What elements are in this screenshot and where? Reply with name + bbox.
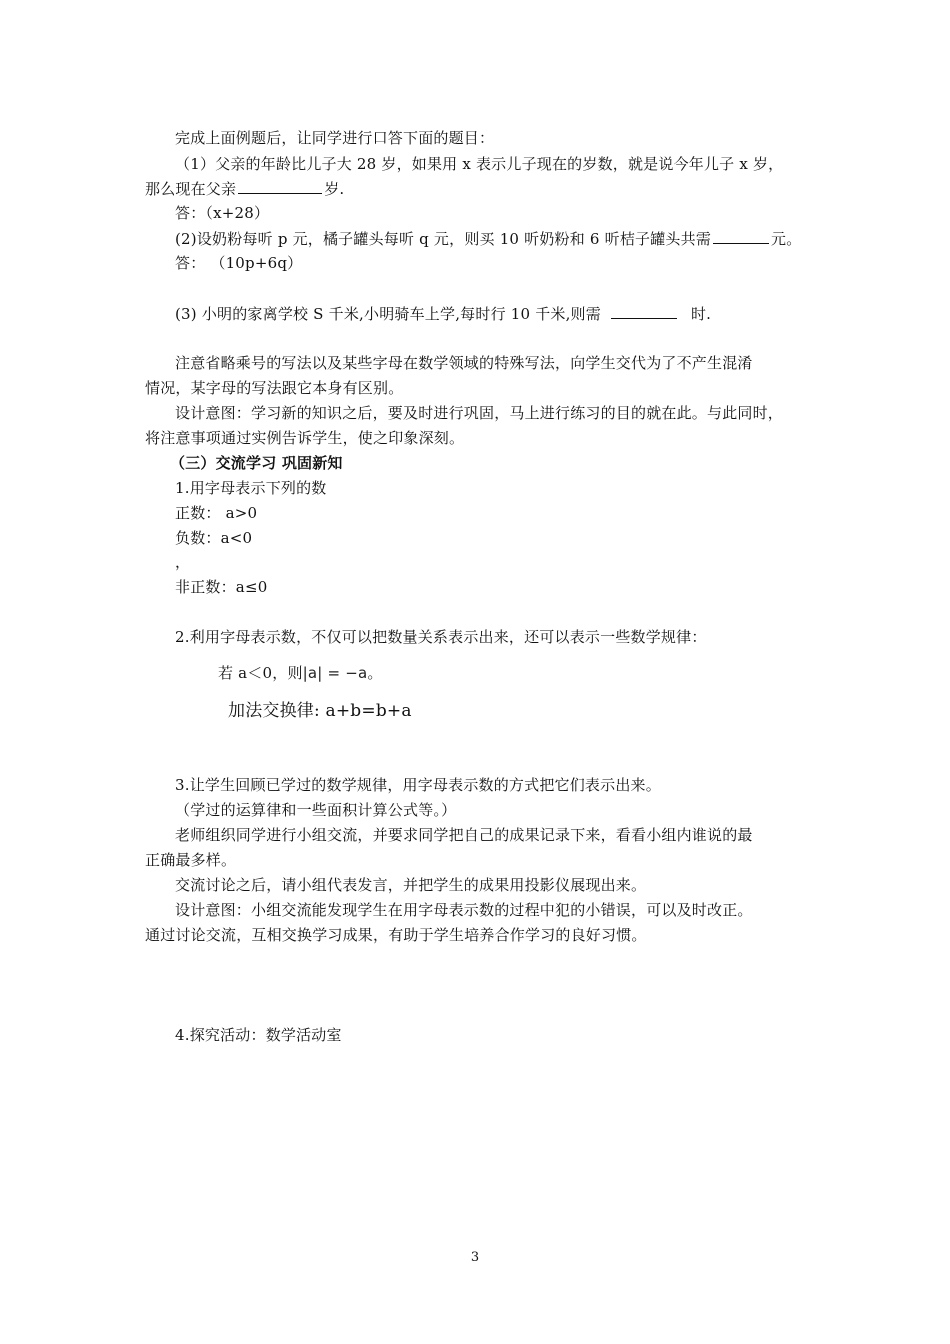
item-2: 2.利用字母表示数，不仅可以把数量关系表示出来，还可以表示一些数学规律：	[175, 628, 707, 646]
absolute-value-rule	[218, 663, 383, 683]
question-2-text: (2)设奶粉每听 p 元，橘子罐头每听 q 元，则买 10 听奶粉和 6 听桔子罐头共需	[175, 230, 712, 248]
item-1: 1.用字母表示下列的数	[175, 479, 327, 497]
non-positive-number: 非正数：a≤0	[175, 578, 268, 596]
answer-blank-3	[611, 303, 677, 319]
group-activity-line-1: 老师组织同学进行小组交流，并要求同学把自己的成果记录下来，看看小组内谁说的最	[175, 826, 753, 844]
note-line-2: 情况，某字母的写法跟它本身有区别。	[145, 379, 404, 397]
question-2-unit: 元。	[771, 230, 802, 248]
design-intent-1-line-1: 设计意图：学习新的知识之后，要及时进行巩固，马上进行练习的目的就在此。与此同时，	[175, 404, 784, 422]
after-discussion: 交流讨论之后，请小组代表发言，并把学生的成果用投影仪展现出来。	[175, 876, 647, 894]
question-3-unit: 时.	[690, 305, 712, 323]
group-activity-line-2: 正确最多样。	[145, 851, 237, 869]
design-intent-2-line-2: 通过讨论交流，互相交换学习成果，有助于学生培养合作学习的良好习惯。	[145, 926, 647, 944]
question-1-line-1: （1）父亲的年龄比儿子大 28 岁，如果用 x 表示儿子现在的岁数，就是说今年儿子 x 岁，	[175, 155, 784, 173]
answer-blank-1	[238, 178, 322, 194]
stray-comma: ，	[175, 553, 191, 571]
answer-1: 答：（x+28）	[175, 204, 270, 222]
note-line-1: 注意省略乘号的写法以及某些字母在数学领域的特殊写法，向学生交代为了不产生混淆	[175, 354, 753, 372]
question-3-text: (3) 小明的家离学校 S 千米,小明骑车上学,每时行 10 千米,则需	[175, 305, 601, 323]
section-heading: （三）交流学习 巩固新知	[170, 454, 343, 472]
item-3-note: （学过的运算律和一些面积计算公式等。）	[175, 801, 457, 819]
item-3: 3.让学生回顾已学过的数学规律，用字母表示数的方式把它们表示出来。	[175, 776, 661, 794]
design-intent-2-line-1: 设计意图：小组交流能发现学生在用字母表示数的过程中犯的小错误，可以及时改正。	[175, 901, 753, 919]
question-1-line-2	[145, 178, 344, 199]
question-1-unit: 岁.	[324, 180, 345, 198]
intro-line: 完成上面例题后，让同学进行口答下面的题目：	[175, 129, 495, 147]
question-3	[175, 303, 711, 324]
rule-end: 。	[367, 664, 383, 682]
item-4: 4.探究活动：数学活动室	[175, 1026, 342, 1044]
negative-number: 负数：a<0	[175, 529, 253, 547]
answer-2: 答： （10p+6q）	[175, 254, 303, 272]
absolute-value-formula: |a| = −a	[302, 664, 368, 682]
question-1-text: 那么现在父亲	[145, 180, 237, 198]
design-intent-1-line-2: 将注意事项通过实例告诉学生，使之印象深刻。	[145, 429, 465, 447]
answer-blank-2	[713, 228, 769, 244]
page-number: 3	[470, 1250, 480, 1265]
question-2	[175, 228, 801, 249]
positive-number: 正数： a>0	[175, 504, 258, 522]
commutative-law: 加法交换律: a+b=b+a	[228, 701, 412, 721]
rule-condition: 若 a＜0，则	[218, 664, 303, 682]
